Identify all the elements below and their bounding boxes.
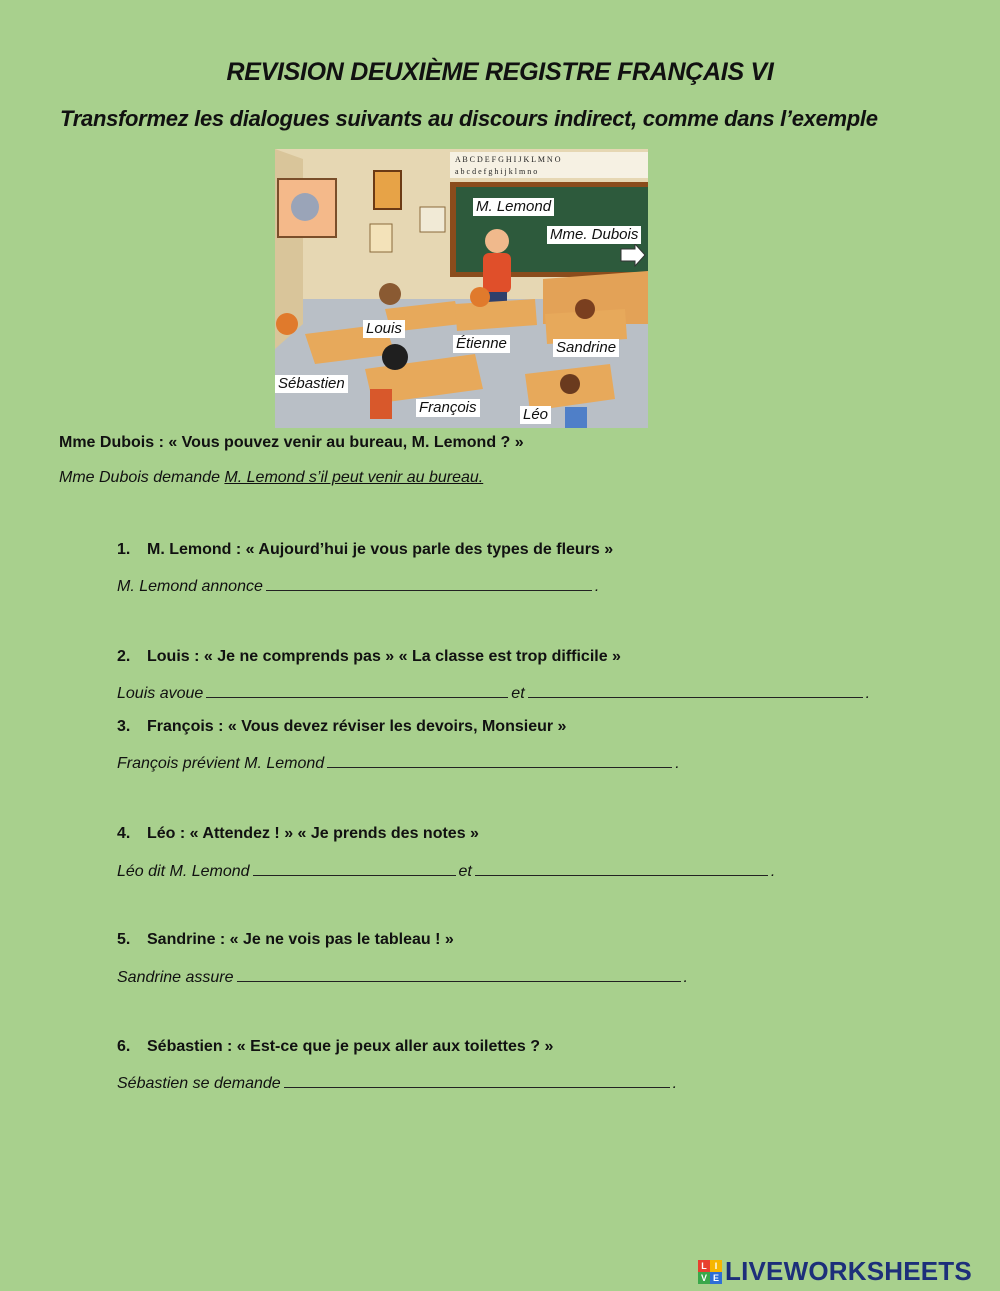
- exercise-1-prompt: [117, 541, 613, 559]
- label-francois: François: [416, 399, 480, 417]
- answer-blank[interactable]: [237, 967, 681, 982]
- example-question: Mme Dubois : « Vous pouvez venir au bureau, M. Lemond ? »: [59, 434, 524, 451]
- alphabet-upper: A B C D E F G H I J K L M N O: [455, 155, 561, 164]
- exercise-number: 6.: [117, 1038, 131, 1055]
- answer-end: .: [675, 755, 680, 772]
- logo-letter: E: [710, 1272, 722, 1284]
- exercise-number: 1.: [117, 541, 131, 558]
- answer-start: Sébastien se demande: [117, 1075, 281, 1092]
- label-leo: Léo: [520, 406, 551, 424]
- example-answer-prefix: Mme Dubois demande: [59, 469, 225, 486]
- answer-blank[interactable]: [253, 861, 456, 876]
- answer-end: .: [594, 578, 600, 595]
- label-sandrine: Sandrine: [553, 339, 619, 357]
- exercise-text: Sandrine : « Je ne vois pas le tableau ! »: [147, 931, 454, 948]
- answer-mid: et: [511, 685, 525, 702]
- liveworksheets-logo[interactable]: [698, 1256, 972, 1287]
- page-title: REVISION DEUXIÈME REGISTRE FRANÇAIS VI: [226, 58, 774, 86]
- label-louis: Louis: [363, 320, 405, 338]
- answer-blank[interactable]: [475, 861, 768, 876]
- exercise-number: 5.: [117, 931, 131, 948]
- answer-end: .: [672, 1075, 678, 1092]
- exercise-5-prompt: [117, 931, 454, 949]
- exercise-5-answer: [117, 967, 688, 987]
- answer-mid: et: [458, 863, 472, 880]
- logo-letter: I: [710, 1260, 722, 1272]
- label-sebastien: Sébastien: [275, 375, 348, 393]
- answer-start: Sandrine assure: [117, 969, 234, 986]
- exercise-text: Louis : « Je ne comprends pas » « La classe est trop difficile »: [147, 648, 621, 665]
- logo-letter: V: [698, 1272, 710, 1284]
- answer-end: .: [770, 863, 776, 880]
- answer-blank[interactable]: [327, 753, 672, 768]
- exercise-number: 3.: [117, 718, 131, 735]
- instruction-text: Transformez les dialogues suivants au discours indirect, comme dans l’exemple: [60, 106, 878, 131]
- alphabet-lower: a b c d e f g h i j k l m n o: [455, 167, 538, 176]
- answer-blank[interactable]: [528, 683, 863, 698]
- answer-blank[interactable]: [266, 576, 592, 591]
- liveworksheets-logo-icon: [698, 1260, 722, 1284]
- exercise-text: Léo : « Attendez ! » « Je prends des notes »: [147, 825, 479, 842]
- answer-end: .: [865, 685, 871, 702]
- example-answer-underlined: M. Lemond s’il peut venir au bureau.: [224, 469, 484, 486]
- label-dubois: Mme. Dubois: [547, 226, 641, 244]
- exercise-text: Sébastien : « Est-ce que je peux aller aux toilettes ? »: [147, 1038, 554, 1055]
- exercise-number: 2.: [117, 648, 131, 665]
- answer-end: .: [683, 969, 688, 986]
- answer-blank[interactable]: [284, 1073, 670, 1088]
- example-answer: [59, 469, 483, 487]
- exercise-text: M. Lemond : « Aujourd’hui je vous parle des types de fleurs »: [147, 541, 614, 558]
- logo-letter: L: [698, 1260, 710, 1272]
- answer-start: François prévient M. Lemond: [117, 755, 325, 772]
- exercise-3-prompt: [117, 718, 566, 736]
- exercise-1-answer: [117, 576, 599, 596]
- exercise-number: 4.: [117, 825, 131, 842]
- exercise-2-answer: [117, 683, 870, 703]
- exercise-3-answer: [117, 753, 680, 773]
- answer-start: Léo dit M. Lemond: [117, 863, 250, 880]
- label-etienne: Étienne: [453, 335, 510, 353]
- exercise-6-answer: [117, 1073, 677, 1093]
- label-lemond: M. Lemond: [473, 198, 554, 216]
- answer-blank[interactable]: [206, 683, 508, 698]
- exercise-2-prompt: [117, 648, 621, 666]
- answer-start: M. Lemond annonce: [117, 578, 263, 595]
- exercise-4-prompt: [117, 825, 479, 843]
- exercise-text: François : « Vous devez réviser les devoirs, Monsieur »: [147, 718, 567, 735]
- exercise-6-prompt: [117, 1038, 553, 1056]
- answer-start: Louis avoue: [117, 685, 204, 702]
- logo-text: LIVEWORKSHEETS: [725, 1256, 972, 1286]
- classroom-illustration: [275, 149, 648, 428]
- exercise-4-answer: [117, 861, 775, 881]
